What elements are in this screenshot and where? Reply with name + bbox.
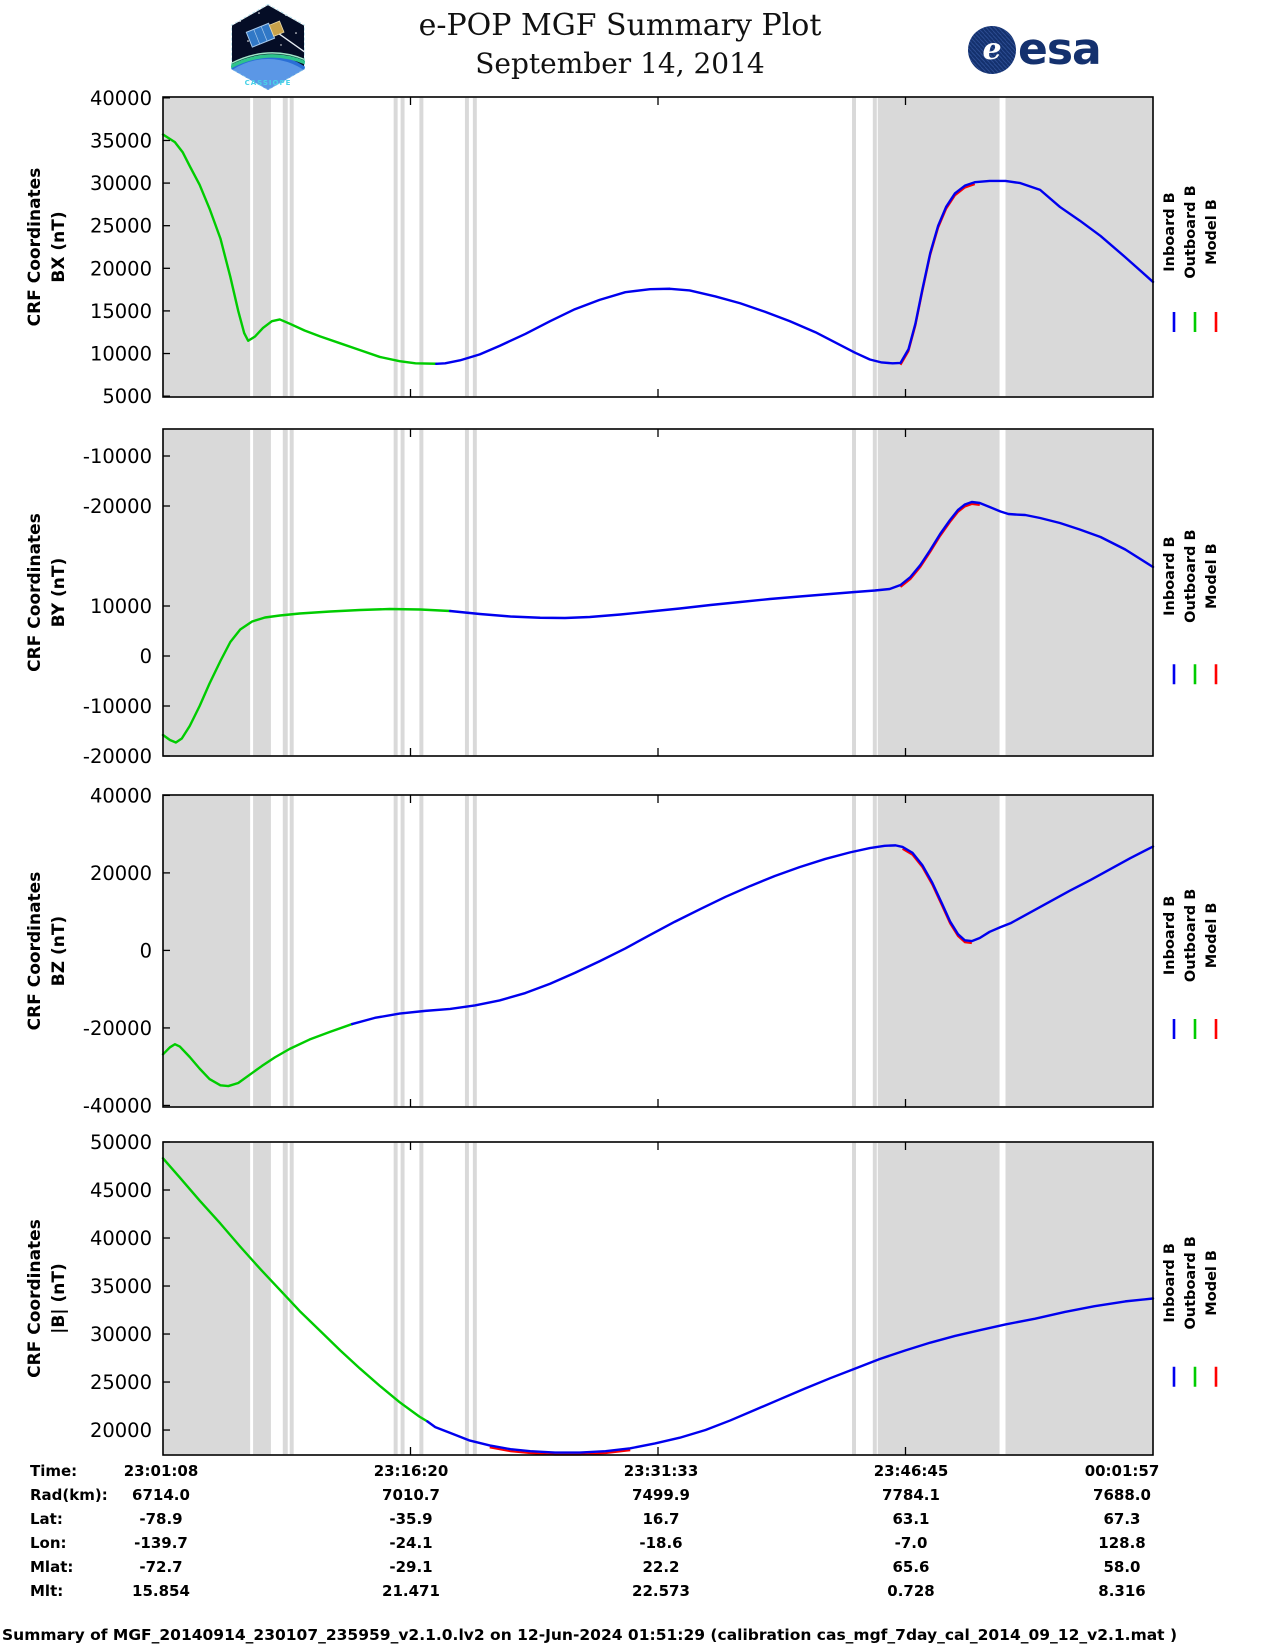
y-tick-label: 40000 xyxy=(89,1227,152,1251)
legend-label-outboard-b: Outboard B xyxy=(1183,529,1199,623)
ephemeris-row-lon xyxy=(0,1534,1275,1558)
data-gap-band xyxy=(473,430,477,755)
ephemeris-value: -29.1 xyxy=(389,1558,433,1576)
data-gap-band xyxy=(465,796,469,1106)
ephemeris-value: 7010.7 xyxy=(382,1486,440,1504)
y-tick-label: 0 xyxy=(139,645,152,668)
y-tick-label: 15000 xyxy=(89,299,152,323)
y-tick-label: -20000 xyxy=(82,495,152,518)
ephemeris-value: 23:46:45 xyxy=(873,1462,949,1480)
legend-label-inboard-b: Inboard B xyxy=(1162,192,1178,272)
ephemeris-value: 58.0 xyxy=(1103,1558,1141,1576)
ephemeris-row-radkm xyxy=(0,1486,1275,1510)
ephemeris-row-label: Lat: xyxy=(30,1510,63,1528)
ephemeris-value: 16.7 xyxy=(642,1510,680,1528)
data-gap-band xyxy=(419,430,423,755)
ephemeris-row-mlat xyxy=(0,1558,1275,1582)
y-tick-label: 35000 xyxy=(89,129,152,153)
data-gap-band xyxy=(878,430,1000,755)
ephemeris-value: 7499.9 xyxy=(632,1486,690,1504)
ephemeris-value: -18.6 xyxy=(639,1534,683,1552)
summary-footer-text: Summary of MGF_20140914_230107_235959_v2.1.0.lv2 on 12-Jun-2024 01:51:29 (calibration cas_mgf_7day_cal_2014_09_12_v2.1.mat ) xyxy=(2,1626,1178,1644)
esa-logo-text: esa xyxy=(1018,24,1101,75)
bx-axis-label: CRF Coordinates xyxy=(25,167,45,327)
esa-globe-letter: e xyxy=(982,32,1002,67)
ephemeris-row-label: Time: xyxy=(30,1462,78,1480)
bz-panel xyxy=(25,784,1220,1117)
data-gap-band xyxy=(283,430,288,755)
ephemeris-value: 00:01:57 xyxy=(1084,1462,1160,1480)
legend-label-inboard-b: Inboard B xyxy=(1162,536,1178,616)
ephemeris-value: 15.854 xyxy=(132,1582,190,1600)
data-gap-band xyxy=(290,1143,294,1454)
y-tick-label: 10000 xyxy=(89,595,152,618)
data-gap-band xyxy=(873,430,877,755)
data-gap-band xyxy=(163,796,250,1106)
data-gap-band xyxy=(394,430,398,755)
data-gap-band xyxy=(873,98,877,396)
y-tick-label: 30000 xyxy=(89,172,152,196)
ephemeris-value: 65.6 xyxy=(892,1558,930,1576)
y-tick-label: -10000 xyxy=(82,695,152,718)
by-panel xyxy=(25,429,1220,768)
page-title: e-POP MGF Summary Plot xyxy=(418,8,822,43)
data-gap-band xyxy=(290,430,294,755)
data-gap-band xyxy=(394,98,398,396)
ephemeris-value: -7.0 xyxy=(894,1534,928,1552)
data-gap-band xyxy=(419,1143,423,1454)
data-gap-band xyxy=(253,1143,271,1454)
bx-panel xyxy=(25,87,1220,408)
legend-label-model-b: Model B xyxy=(1204,1250,1220,1316)
y-tick-label: 30000 xyxy=(89,1323,152,1347)
ephemeris-value: 23:01:08 xyxy=(123,1462,199,1480)
legend-label-model-b: Model B xyxy=(1204,543,1220,609)
ephemeris-row-label: Mlat: xyxy=(30,1558,74,1576)
y-tick-label: 10000 xyxy=(89,342,152,366)
y-tick-label: 40000 xyxy=(89,784,152,808)
y-tick-label: 5000 xyxy=(102,385,152,409)
y-tick-label: 45000 xyxy=(89,1179,152,1203)
by-axis-label: CRF Coordinates xyxy=(25,513,45,672)
data-gap-band xyxy=(852,1143,856,1454)
by-axes-border xyxy=(163,429,1153,756)
bmag-axis-label: |B| (nT) xyxy=(49,1263,69,1334)
y-tick-label: -20000 xyxy=(82,745,152,768)
data-gap-band xyxy=(253,98,271,396)
data-gap-band xyxy=(401,1143,405,1454)
ephemeris-value: 22.2 xyxy=(642,1558,680,1576)
data-gap-band xyxy=(1005,430,1153,755)
y-tick-label: 35000 xyxy=(89,1275,152,1299)
data-gap-band xyxy=(1005,98,1153,396)
ephemeris-row-label: Rad(km): xyxy=(30,1486,108,1504)
ephemeris-value: 21.471 xyxy=(382,1582,440,1600)
data-gap-band xyxy=(290,98,294,396)
y-tick-label: 0 xyxy=(139,939,152,963)
data-gap-band xyxy=(465,98,469,396)
y-tick-label: 25000 xyxy=(89,214,152,238)
legend-label-model-b: Model B xyxy=(1204,199,1220,265)
bz-axes-border xyxy=(163,795,1153,1107)
data-gap-band xyxy=(419,796,423,1106)
legend-label-model-b: Model B xyxy=(1204,902,1220,969)
y-tick-label: 20000 xyxy=(89,1419,152,1443)
data-gap-band xyxy=(394,796,398,1106)
ephemeris-value: -72.7 xyxy=(139,1558,183,1576)
ephemeris-value: -78.9 xyxy=(139,1510,183,1528)
legend-label-outboard-b: Outboard B xyxy=(1183,888,1199,983)
bmag-panel xyxy=(25,1131,1220,1455)
ephemeris-row-lat xyxy=(0,1510,1275,1534)
data-gap-band xyxy=(283,98,288,396)
ephemeris-value: -24.1 xyxy=(389,1534,433,1552)
ephemeris-value: 7784.1 xyxy=(882,1486,940,1504)
y-tick-label: 25000 xyxy=(89,1371,152,1395)
data-gap-band xyxy=(163,430,250,755)
y-tick-label: -10000 xyxy=(82,445,152,468)
data-gap-band xyxy=(473,98,477,396)
data-gap-band xyxy=(878,1143,1000,1454)
by-axis-label: BY (nT) xyxy=(49,557,69,628)
data-gap-band xyxy=(873,796,877,1106)
ephemeris-row-label: Lon: xyxy=(30,1534,67,1552)
ephemeris-value: 6714.0 xyxy=(132,1486,190,1504)
ephemeris-row-time xyxy=(0,1462,1275,1486)
data-gap-band xyxy=(873,1143,877,1454)
legend-label-inboard-b: Inboard B xyxy=(1162,895,1178,976)
data-gap-band xyxy=(401,98,405,396)
bx-axis-label: BX (nT) xyxy=(49,211,69,283)
bz-axis-label: CRF Coordinates xyxy=(25,871,45,1031)
data-gap-band xyxy=(253,430,271,755)
ephemeris-value: 23:31:33 xyxy=(623,1462,699,1480)
data-gap-band xyxy=(290,796,294,1106)
data-gap-band xyxy=(419,98,423,396)
data-gap-band xyxy=(401,796,405,1106)
y-tick-label: -20000 xyxy=(82,1016,152,1040)
patch-text: CASSIOPE xyxy=(244,79,292,87)
bx-axes-border xyxy=(163,97,1153,397)
y-tick-label: 20000 xyxy=(89,257,152,281)
ephemeris-value: 23:16:20 xyxy=(373,1462,449,1480)
y-tick-label: -40000 xyxy=(82,1094,152,1118)
bmag-axis-label: CRF Coordinates xyxy=(25,1219,45,1378)
ephemeris-value: 8.316 xyxy=(1098,1582,1146,1600)
ephemeris-row-mlt xyxy=(0,1582,1275,1606)
data-gap-band xyxy=(283,796,288,1106)
y-tick-label: 50000 xyxy=(89,1131,152,1154)
data-gap-band xyxy=(473,1143,477,1454)
y-tick-label: 20000 xyxy=(89,861,152,885)
data-gap-band xyxy=(1005,1143,1153,1454)
legend-label-outboard-b: Outboard B xyxy=(1183,185,1199,279)
ephemeris-value: 22.573 xyxy=(632,1582,690,1600)
data-gap-band xyxy=(465,1143,469,1454)
data-gap-band xyxy=(473,796,477,1106)
data-gap-band xyxy=(401,430,405,755)
ephemeris-value: 0.728 xyxy=(887,1582,935,1600)
ephemeris-row-label: Mlt: xyxy=(30,1582,64,1600)
data-gap-band xyxy=(878,796,1000,1106)
legend-label-outboard-b: Outboard B xyxy=(1183,1236,1199,1330)
ephemeris-value: 63.1 xyxy=(892,1510,930,1528)
data-gap-band xyxy=(852,796,856,1106)
ephemeris-value: 128.8 xyxy=(1098,1534,1146,1552)
data-gap-band xyxy=(253,796,271,1106)
data-gap-band xyxy=(1005,796,1153,1106)
data-gap-band xyxy=(878,98,1000,396)
legend-label-inboard-b: Inboard B xyxy=(1162,1243,1178,1323)
bmag-axes-border xyxy=(163,1142,1153,1455)
data-gap-band xyxy=(163,1143,250,1454)
ephemeris-value: 67.3 xyxy=(1103,1510,1141,1528)
y-tick-label: 40000 xyxy=(89,86,152,110)
ephemeris-value: -35.9 xyxy=(389,1510,433,1528)
data-gap-band xyxy=(465,430,469,755)
ephemeris-value: 7688.0 xyxy=(1093,1486,1151,1504)
bz-axis-label: BZ (nT) xyxy=(49,915,69,987)
data-gap-band xyxy=(394,1143,398,1454)
ephemeris-value: -139.7 xyxy=(134,1534,188,1552)
page-subtitle: September 14, 2014 xyxy=(475,47,765,80)
